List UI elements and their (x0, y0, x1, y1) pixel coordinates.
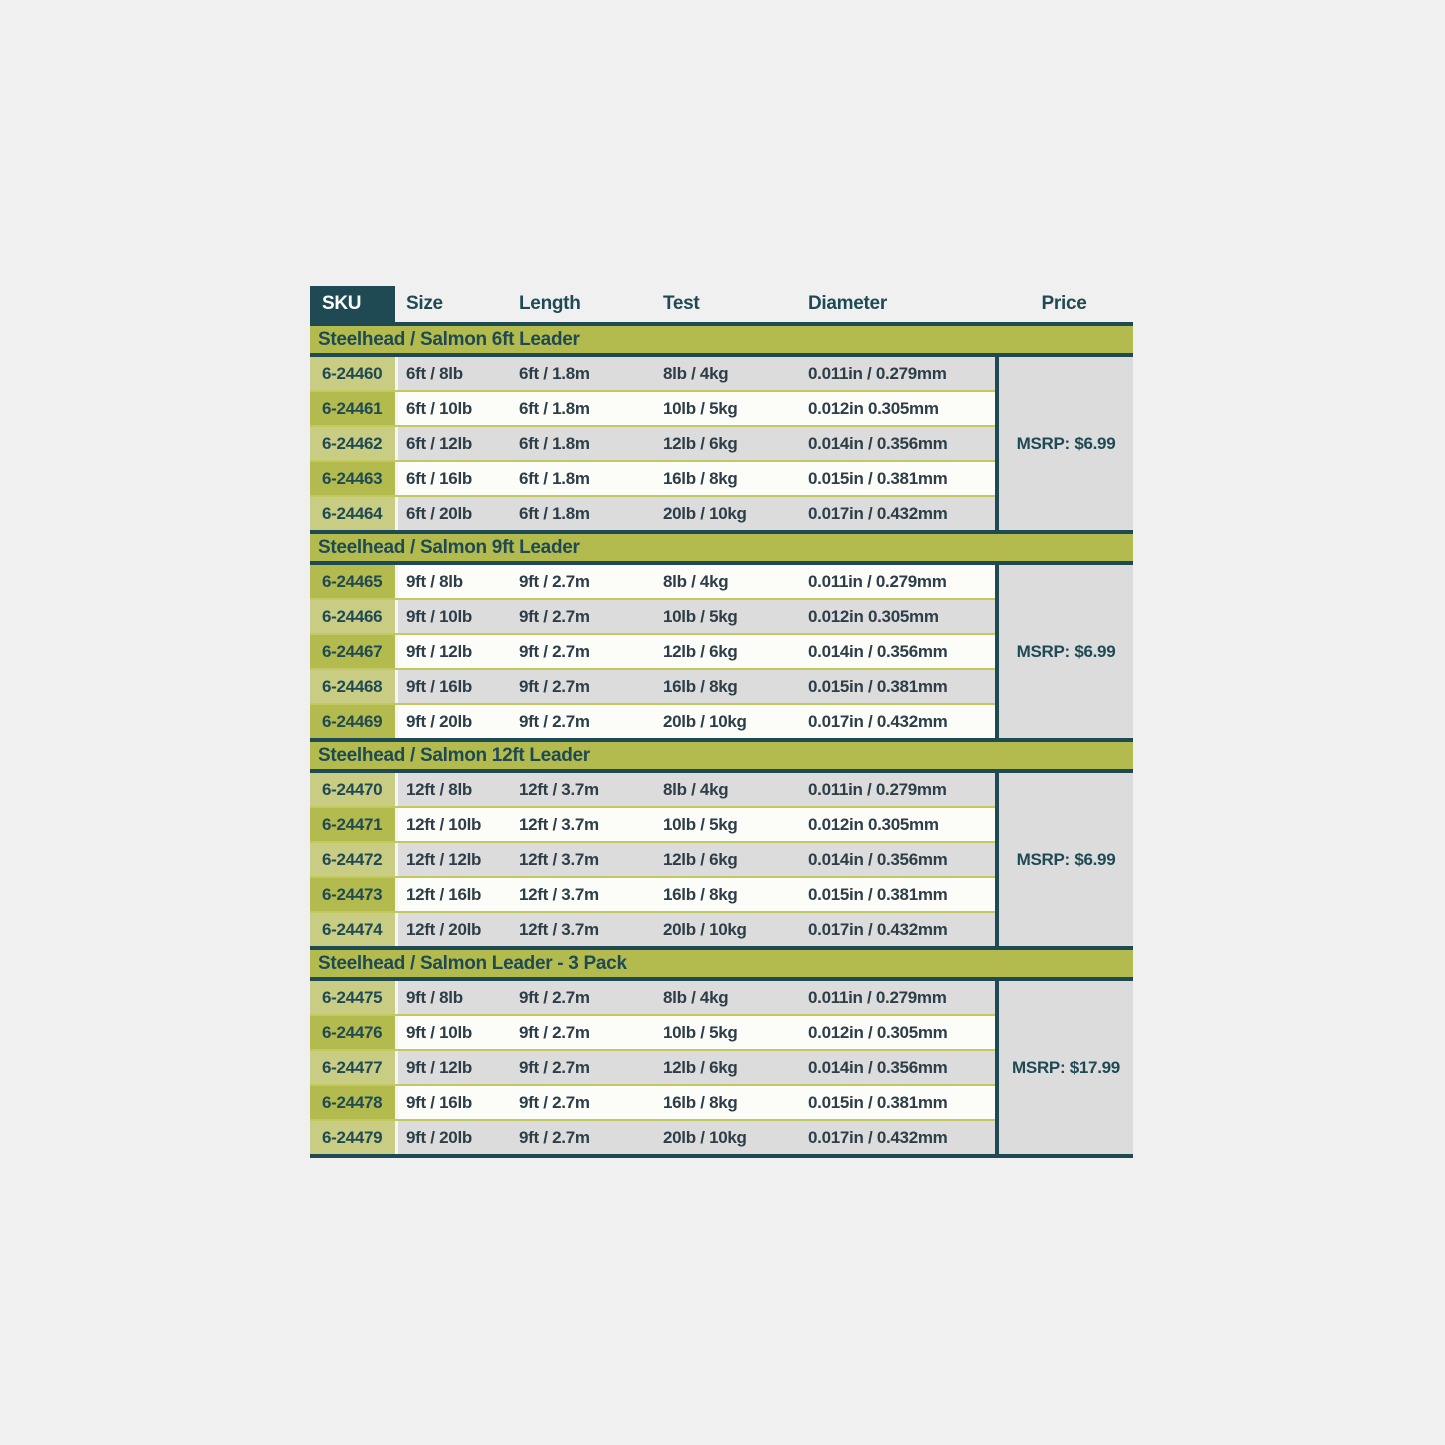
sku-value: 6-24473 (322, 885, 383, 904)
size-value: 9ft / 8lb (406, 572, 463, 591)
column-header-diameter: Diameter (808, 293, 887, 314)
price-cell (995, 773, 1133, 946)
sku-value: 6-24472 (322, 850, 383, 869)
row-data (398, 497, 995, 530)
row-data (398, 565, 995, 598)
column-header-price: Price (1041, 293, 1087, 314)
size-value: 9ft / 10lb (406, 1023, 472, 1042)
diameter-value: 0.014in / 0.356mm (808, 1058, 948, 1077)
row-data (398, 600, 995, 633)
size-value: 6ft / 12lb (406, 434, 472, 453)
msrp-value: MSRP: $6.99 (1016, 641, 1116, 661)
test-value: 10lb / 5kg (663, 399, 738, 418)
price-cell (995, 565, 1133, 738)
section-rows (310, 981, 1133, 1154)
size-value: 12ft / 8lb (406, 780, 472, 799)
sku-cell (310, 913, 398, 946)
msrp-value: MSRP: $6.99 (1016, 849, 1116, 869)
length-value: 6ft / 1.8m (519, 399, 590, 418)
sku-value: 6-24461 (322, 399, 383, 418)
test-value: 20lb / 10kg (663, 920, 747, 939)
product-section (310, 530, 1133, 738)
table-sections (310, 322, 1133, 1154)
section-header-band (310, 946, 1133, 981)
sku-cell (310, 635, 398, 668)
row-data (398, 773, 995, 806)
size-value: 9ft / 20lb (406, 1128, 472, 1147)
test-value: 16lb / 8kg (663, 469, 738, 488)
product-section (310, 322, 1133, 530)
row-data (398, 1016, 995, 1049)
length-value: 12ft / 3.7m (519, 780, 599, 799)
length-value: 9ft / 2.7m (519, 1058, 590, 1077)
section-title: Steelhead / Salmon 12ft Leader (318, 745, 590, 766)
msrp-value: MSRP: $6.99 (1016, 433, 1116, 453)
size-value: 9ft / 10lb (406, 607, 472, 626)
length-value: 9ft / 2.7m (519, 677, 590, 696)
product-section (310, 946, 1133, 1154)
row-data (398, 808, 995, 841)
sku-value: 6-24478 (322, 1093, 383, 1112)
sku-cell (310, 462, 398, 495)
length-value: 6ft / 1.8m (519, 434, 590, 453)
test-value: 16lb / 8kg (663, 1093, 738, 1112)
diameter-value: 0.012in / 0.305mm (808, 1023, 948, 1042)
section-rows (310, 773, 1133, 946)
length-value: 9ft / 2.7m (519, 607, 590, 626)
test-value: 16lb / 8kg (663, 885, 738, 904)
diameter-value: 0.011in / 0.279mm (808, 364, 947, 383)
sku-cell (310, 705, 398, 738)
diameter-value: 0.014in / 0.356mm (808, 434, 948, 453)
sku-value: 6-24475 (322, 988, 383, 1007)
sku-value: 6-24466 (322, 607, 383, 626)
size-value: 6ft / 16lb (406, 469, 472, 488)
sku-value: 6-24467 (322, 642, 383, 661)
sku-cell (310, 1121, 398, 1154)
sku-cell (310, 670, 398, 703)
diameter-value: 0.015in / 0.381mm (808, 677, 948, 696)
diameter-value: 0.017in / 0.432mm (808, 1128, 948, 1147)
sku-value: 6-24470 (322, 780, 383, 799)
test-value: 8lb / 4kg (663, 572, 729, 591)
size-value: 6ft / 8lb (406, 364, 463, 383)
sku-value: 6-24463 (322, 469, 383, 488)
column-header-test: Test (663, 293, 700, 314)
diameter-value: 0.015in / 0.381mm (808, 469, 948, 488)
sku-value: 6-24477 (322, 1058, 383, 1077)
row-data (398, 843, 995, 876)
test-value: 8lb / 4kg (663, 364, 729, 383)
size-value: 12ft / 12lb (406, 850, 482, 869)
test-value: 12lb / 6kg (663, 642, 738, 661)
length-value: 9ft / 2.7m (519, 1128, 590, 1147)
row-data (398, 1086, 995, 1119)
row-data (398, 462, 995, 495)
test-value: 12lb / 6kg (663, 850, 738, 869)
sku-value: 6-24476 (322, 1023, 383, 1042)
sku-cell (310, 808, 398, 841)
length-value: 9ft / 2.7m (519, 1023, 590, 1042)
length-value: 6ft / 1.8m (519, 469, 590, 488)
row-data (398, 1121, 995, 1154)
sku-value: 6-24468 (322, 677, 383, 696)
sku-value: 6-24474 (322, 920, 383, 939)
length-value: 6ft / 1.8m (519, 364, 590, 383)
size-value: 12ft / 16lb (406, 885, 482, 904)
row-data (398, 357, 995, 390)
section-header-band (310, 322, 1133, 357)
length-value: 9ft / 2.7m (519, 1093, 590, 1112)
sku-cell (310, 600, 398, 633)
sku-cell (310, 773, 398, 806)
size-value: 9ft / 16lb (406, 677, 472, 696)
row-data (398, 1051, 995, 1084)
diameter-value: 0.017in / 0.432mm (808, 920, 948, 939)
table-header-row (310, 286, 1133, 322)
diameter-value: 0.015in / 0.381mm (808, 885, 948, 904)
test-value: 20lb / 10kg (663, 504, 747, 523)
column-header-sku: SKU (310, 286, 395, 322)
test-value: 8lb / 4kg (663, 780, 729, 799)
row-data (398, 635, 995, 668)
size-value: 9ft / 8lb (406, 988, 463, 1007)
row-data (398, 392, 995, 425)
sku-cell (310, 1016, 398, 1049)
table-bottom-rule (310, 1154, 1133, 1158)
row-data (398, 670, 995, 703)
sku-value: 6-24469 (322, 712, 383, 731)
test-value: 20lb / 10kg (663, 1128, 747, 1147)
diameter-value: 0.014in / 0.356mm (808, 642, 948, 661)
sku-value: 6-24465 (322, 572, 383, 591)
size-value: 9ft / 20lb (406, 712, 472, 731)
length-value: 6ft / 1.8m (519, 504, 590, 523)
sku-value: 6-24462 (322, 434, 383, 453)
diameter-value: 0.015in / 0.381mm (808, 1093, 948, 1112)
price-cell (995, 357, 1133, 530)
sku-cell (310, 427, 398, 460)
section-rows (310, 565, 1133, 738)
test-value: 10lb / 5kg (663, 607, 738, 626)
sku-cell (310, 357, 398, 390)
diameter-value: 0.011in / 0.279mm (808, 572, 947, 591)
size-value: 9ft / 16lb (406, 1093, 472, 1112)
length-value: 12ft / 3.7m (519, 815, 599, 834)
size-value: 9ft / 12lb (406, 1058, 472, 1077)
row-data (398, 878, 995, 911)
sku-value: 6-24460 (322, 364, 383, 383)
size-value: 12ft / 10lb (406, 815, 482, 834)
sku-cell (310, 878, 398, 911)
sku-value: 6-24479 (322, 1128, 383, 1147)
length-value: 12ft / 3.7m (519, 885, 599, 904)
length-value: 9ft / 2.7m (519, 572, 590, 591)
row-data (398, 913, 995, 946)
column-header-size: Size (406, 293, 443, 314)
sku-cell (310, 1086, 398, 1119)
sku-cell (310, 1051, 398, 1084)
test-value: 10lb / 5kg (663, 815, 738, 834)
diameter-value: 0.012in 0.305mm (808, 815, 939, 834)
row-data (398, 705, 995, 738)
diameter-value: 0.012in 0.305mm (808, 399, 939, 418)
size-value: 12ft / 20lb (406, 920, 482, 939)
section-title: Steelhead / Salmon Leader - 3 Pack (318, 953, 627, 974)
size-value: 9ft / 12lb (406, 642, 472, 661)
product-spec-table (310, 286, 1133, 1158)
column-header-length: Length (519, 293, 581, 314)
test-value: 8lb / 4kg (663, 988, 729, 1007)
length-value: 12ft / 3.7m (519, 920, 599, 939)
sku-cell (310, 392, 398, 425)
length-value: 9ft / 2.7m (519, 642, 590, 661)
row-data (398, 427, 995, 460)
product-section (310, 738, 1133, 946)
sku-value: 6-24471 (322, 815, 383, 834)
sku-value: 6-24464 (322, 504, 383, 523)
section-rows (310, 357, 1133, 530)
test-value: 12lb / 6kg (663, 1058, 738, 1077)
length-value: 9ft / 2.7m (519, 988, 590, 1007)
section-title: Steelhead / Salmon 9ft Leader (318, 537, 580, 558)
test-value: 20lb / 10kg (663, 712, 747, 731)
section-header-band (310, 530, 1133, 565)
test-value: 16lb / 8kg (663, 677, 738, 696)
size-value: 6ft / 20lb (406, 504, 472, 523)
diameter-value: 0.017in / 0.432mm (808, 504, 948, 523)
price-cell (995, 981, 1133, 1154)
section-title: Steelhead / Salmon 6ft Leader (318, 329, 580, 350)
diameter-value: 0.017in / 0.432mm (808, 712, 948, 731)
length-value: 12ft / 3.7m (519, 850, 599, 869)
row-data (398, 981, 995, 1014)
msrp-value: MSRP: $17.99 (1012, 1057, 1120, 1077)
size-value: 6ft / 10lb (406, 399, 472, 418)
section-header-band (310, 738, 1133, 773)
sku-cell (310, 981, 398, 1014)
diameter-value: 0.014in / 0.356mm (808, 850, 948, 869)
sku-cell (310, 843, 398, 876)
diameter-value: 0.012in 0.305mm (808, 607, 939, 626)
diameter-value: 0.011in / 0.279mm (808, 988, 947, 1007)
diameter-value: 0.011in / 0.279mm (808, 780, 947, 799)
length-value: 9ft / 2.7m (519, 712, 590, 731)
test-value: 10lb / 5kg (663, 1023, 738, 1042)
sku-cell (310, 565, 398, 598)
test-value: 12lb / 6kg (663, 434, 738, 453)
sku-cell (310, 497, 398, 530)
